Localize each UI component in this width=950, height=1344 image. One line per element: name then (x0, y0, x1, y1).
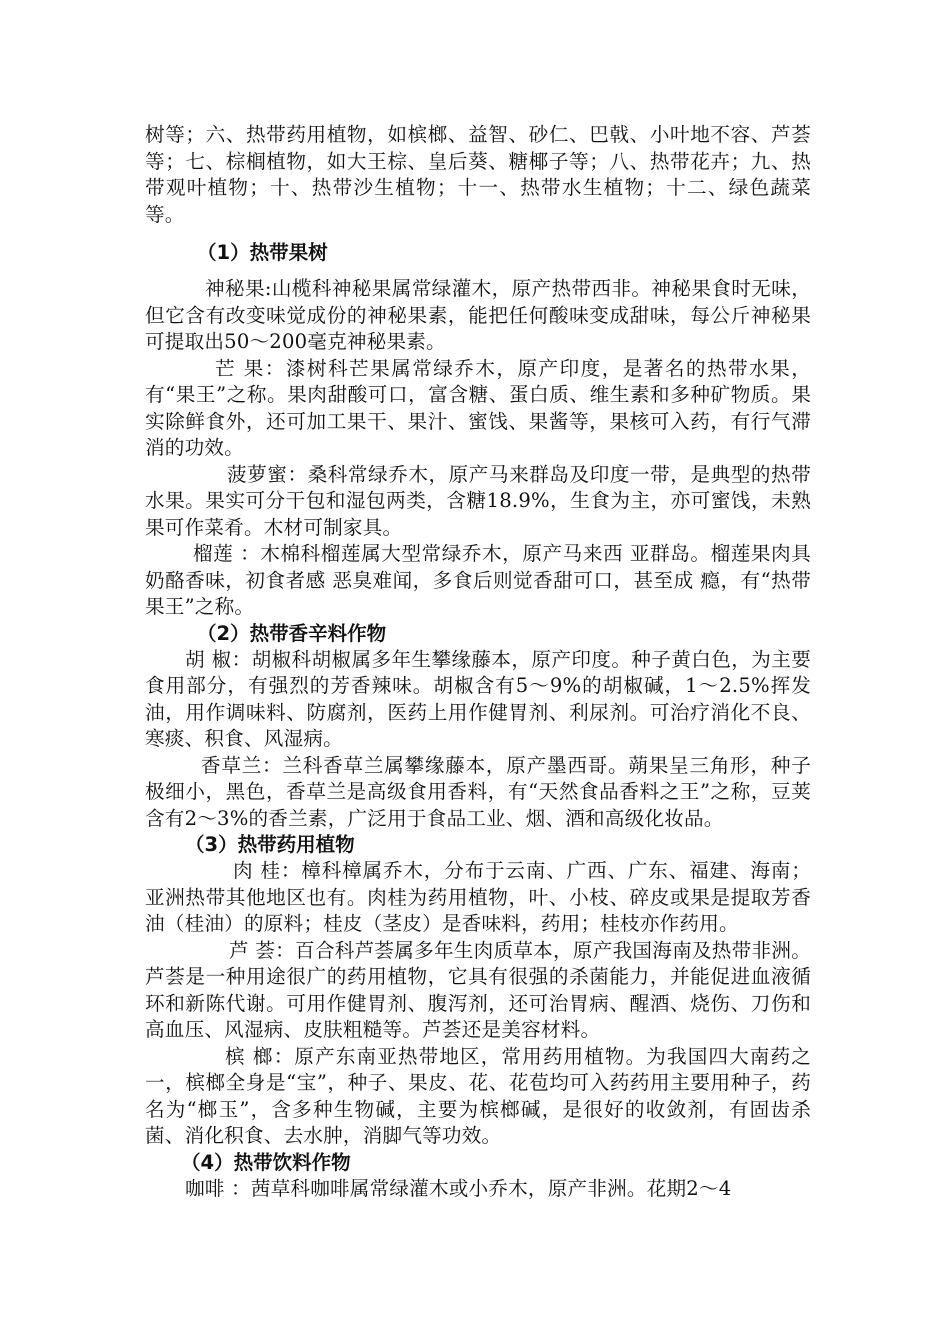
section-heading-beverage-crops: （4）热带饮料作物 (181, 1150, 351, 1174)
paragraph-pepper: 胡 椒：胡椒科胡椒属多年生攀缘藤本，原产印度。种子黄白色，为主要食用部分，有强烈的芳香辣味。胡椒含有5～9%的胡椒碱，1～2.5%挥发油，用作调味料、防腐剂，医药上用作健胃剂、利尿剂。可治疗消化不良、寒痰、积食、风湿病。 (145, 647, 811, 750)
paragraph-areca: 槟 榔：原产东南亚热带地区，常用药用植物。为我国四大南药之一，槟榔全身是“宝”，种子、果皮、花、花苞均可入药药用主要用种子，药名为“榔玉”，含多种生物碱，主要为槟榔碱，是很好的收敛剂，有固齿杀菌、消化积食、去水肿，消脚气等功效。 (145, 1044, 811, 1147)
paragraph-aloe: 芦 荟：百合科芦荟属多年生肉质草本，原产我国海南及热带非洲。芦荟是一种用途很广的药用植物，它具有很强的杀菌能力，并能促进血液循环和新陈代谢。可用作健胃剂、腹泻剂，还可治胃病、醒酒、烧伤、刀伤和高血压、风湿病、皮肤粗糙等。芦荟还是美容材料。 (145, 938, 811, 1041)
paragraph-vanilla: 香草兰：兰科香草兰属攀缘藤本，原产墨西哥。蒴果呈三角形，种子极细小，黑色，香草兰是高级食用香料，有“天然食品香料之王”之称，豆荚含有2～3%的香兰素，广泛用于食品工业、烟、酒和高级化妆品。 (145, 753, 811, 830)
document-page (145, 122, 811, 1202)
section-heading-medicinal-plants: （3）热带药用植物 (185, 833, 355, 856)
paragraph-durian: 榴莲 ：木棉科榴莲属大型常绿乔木，原产马来西 亚群岛。榴莲果肉具奶酪香味，初食者感 恶臭难闻，多食后则觉香甜可口，甚至成 瘾，有“热带果王”之称。 (145, 542, 811, 618)
section-heading-spice-crops: （2）热带香辛料作物 (197, 621, 387, 645)
paragraph-mango: 芒 果：漆树科芒果属常绿乔木，原产印度，是著名的热带水果，有“果王”之称。果肉甜酸可口，富含糖、蛋白质、维生素和多种矿物质。果实除鲜食外，还可加工果干、果汁、蜜饯、果酱等，果核可入药，有行气滞消的功效。 (145, 356, 811, 459)
paragraph-jackfruit: 菠萝蜜：桑科常绿乔木，原产马来群岛及印度一带，是典型的热带水果。果实可分干包和湿包两类，含糖18.9%，生食为主，亦可蜜饯，未熟果可作菜肴。木材可制家具。 (145, 462, 811, 539)
paragraph-cinnamon: 肉 桂：樟科樟属乔木，分布于云南、广西、广东、福建、海南；亚洲热带其他地区也有。肉桂为药用植物，叶、小枝、碎皮或果是提取芳香油（桂油）的原料；桂皮（茎皮）是香味料，药用；桂枝亦作药用。 (145, 859, 811, 935)
section-heading-tropical-fruit-trees: （1）热带果树 (197, 241, 328, 264)
intro-paragraph: 树等；六、热带药用植物，如槟榔、益智、砂仁、巴戟、小叶地不容、芦荟等；七、棕榈植物，如大王棕、皇后葵、糖椰子等；八、热带花卉；九、热带观叶植物；十、热带沙生植物；十一、热带水生植物；十二、绿色蔬菜等。 (145, 123, 811, 226)
paragraph-coffee: 咖啡 ：茜草科咖啡属常绿灌木或小乔木，原产非洲。花期2～4 (185, 1176, 732, 1200)
paragraph-miracle-fruit: 神秘果:山榄科神秘果属常绿灌木，原产热带西非。神秘果食时无味，但它含有改变味觉成份的神秘果素，能把任何酸味变成甜味，每公斤神秘果可提取出50～200毫克神秘果素。 (145, 277, 811, 353)
